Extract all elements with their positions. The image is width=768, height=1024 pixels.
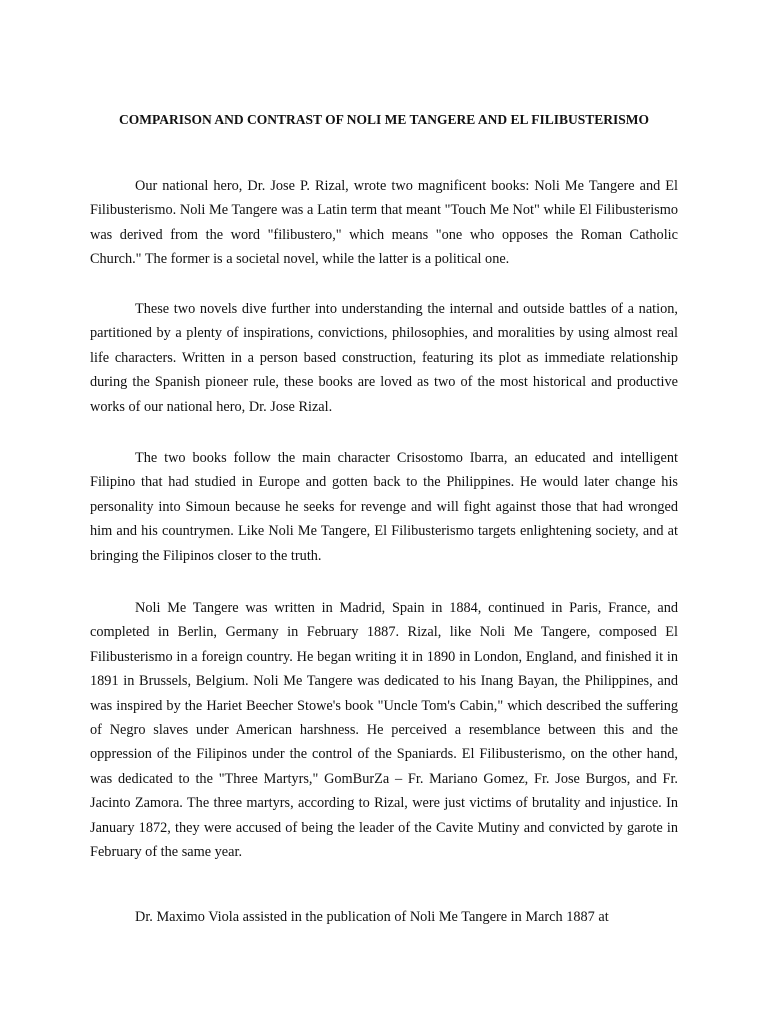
paragraph-novels-overview: These two novels dive further into understanding the internal and outside battles of a nation, partitioned by a plenty of inspirations, convictions, philosophies, and moralities by using almost real life characters. Written in a person based construction, featuring its plot as immediate relationship during the Spanish pioneer rule, these books are loved as two of the most historical and productive works of our national hero, Dr. Jose Rizal. xyxy=(90,301,678,415)
document-title: COMPARISON AND CONTRAST OF NOLI ME TANGERE AND EL FILIBUSTERISMO xyxy=(119,112,649,127)
paragraph-main-character: The two books follow the main character Crisostomo Ibarra, an educated and intelligent Filipino that had studied in Europe and gotten back to the Philippines. He would later change his personality into Simoun because he seeks for revenge and will fight against those that had wronged him and his countrymen. Like Noli Me Tangere, El Filibusterismo targets enlightening society, and at bringing the Filipinos closer to the truth. xyxy=(90,450,678,564)
paragraph-introduction: Our national hero, Dr. Jose P. Rizal, wrote two magnificent books: Noli Me Tangere and El Filibusterismo. Noli Me Tangere was a Latin term that meant "Touch Me Not" while El Filibusterismo was derived from the word "filibustero," which means "one who opposes the Roman Catholic Church." The former is a societal novel, while the latter is a political one. xyxy=(90,178,678,268)
paragraph-publication: Dr. Maximo Viola assisted in the publication of Noli Me Tangere in March 1887 at xyxy=(135,909,609,925)
paragraph-writing-history: Noli Me Tangere was written in Madrid, Spain in 1884, continued in Paris, France, and completed in Berlin, Germany in February 1887. Rizal, like Noli Me Tangere, composed El Filibusterismo in a foreign country. He began writing it in 1890 in London, England, and finished it in 1891 in Brussels, Belgium. Noli Me Tangere was dedicated to his Inang Bayan, the Philippines, and was inspired by the Hariet Beecher Stowe's book "Uncle Tom's Cabin," which described the suffering of Negro slaves under American harshness. He perceived a resemblance between this and the oppression of the Filipinos under the control of the Spaniards. El Filibusterismo, on the other hand, was dedicated to the "Three Martyrs," GomBurZa – Fr. Mariano Gomez, Fr. Jose Burgos, and Fr. Jacinto Zamora. The three martyrs, according to Rizal, were just victims of brutality and injustice. In January 1872, they were accused of being the leader of the Cavite Mutiny and convicted by garote in February of the same year. xyxy=(90,600,678,861)
